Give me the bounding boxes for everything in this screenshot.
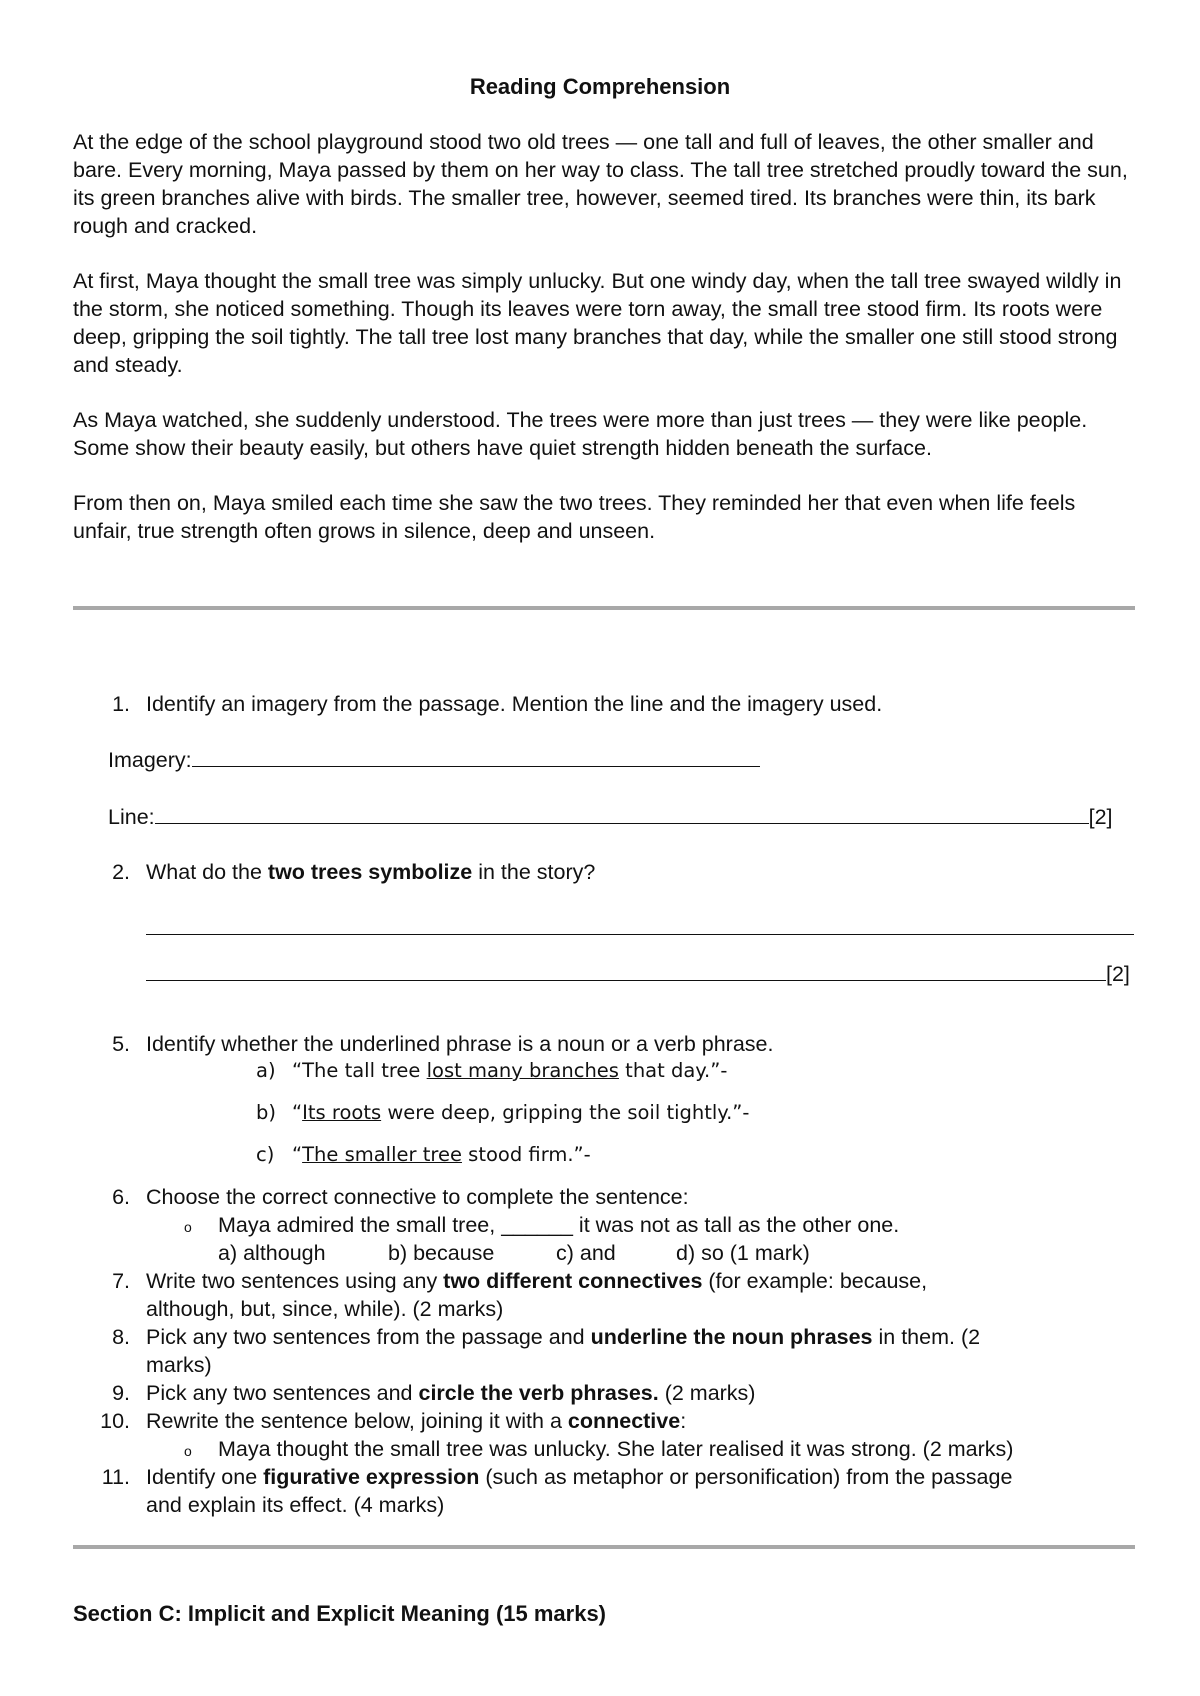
bullet-text: Maya thought the small tree was unlucky. She later realised it was strong. (2 marks)	[218, 1437, 1014, 1461]
sub-item-label: c)	[256, 1143, 275, 1166]
line-answer-row	[108, 803, 1113, 831]
option-a: a) although	[218, 1241, 326, 1265]
page-title: Reading Comprehension	[469, 74, 731, 99]
question-number: 7.	[112, 1269, 130, 1293]
bullet-icon: o	[184, 1219, 192, 1235]
question-number: 11.	[101, 1465, 130, 1489]
question-text-continued: although, but, since, while). (2 marks)	[146, 1297, 504, 1321]
question-text: Choose the correct connective to complete the sentence:	[146, 1185, 689, 1209]
passage-paragraph: At first, Maya thought the small tree was simply unlucky. But one windy day, when the tall tree swayed wildly in the storm, she noticed something. Though its leaves were torn away, the small tree stood firm. Its roots were deep, gripping the soil tightly. The tall tree lost many branches that day, while the smaller one still stood strong and steady.	[73, 269, 1122, 377]
marks-label: [2]	[1088, 805, 1113, 829]
question-text: Pick any two sentences and circle the verb phrases. (2 marks)	[146, 1381, 756, 1405]
sub-item-text: “Its roots were deep, gripping the soil tightly.”-	[292, 1101, 750, 1124]
marks-label: [2]	[1106, 962, 1130, 986]
passage-paragraph: At the edge of the school playground stood two old trees — one tall and full of leaves, the other smaller and bare. Every morning, Maya passed by them on her way to class. The tall tree stretched proudly toward the sun, its green branches alive with birds. The smaller tree, however, seemed tired. Its branches were thin, its bark rough and cracked.	[73, 130, 1128, 238]
answer-row	[146, 960, 1130, 988]
section-divider	[73, 1545, 1135, 1549]
question-text: Rewrite the sentence below, joining it with a connective:	[146, 1409, 687, 1433]
bullet-icon: o	[184, 1443, 192, 1459]
sub-item-text: “The smaller tree stood firm.”-	[292, 1143, 591, 1166]
section-divider	[73, 606, 1135, 610]
passage-paragraph: As Maya watched, she suddenly understood. The trees were more than just trees — they were like people. Some show their beauty easily, but others have quiet strength hidden beneath the surface.	[73, 408, 1088, 460]
question-text: Identify one figurative expression (such as metaphor or personification) from the passage	[146, 1465, 1013, 1489]
question-number: 6.	[112, 1185, 130, 1209]
question-text: Write two sentences using any two different connectives (for example: because,	[146, 1269, 928, 1293]
question-text: Identify whether the underlined phrase is a noun or a verb phrase.	[146, 1032, 774, 1056]
question-number: 1.	[112, 692, 130, 716]
question-text-continued: and explain its effect. (4 marks)	[146, 1493, 445, 1517]
bullet-text: Maya admired the small tree, ______ it was not as tall as the other one.	[218, 1213, 900, 1237]
imagery-answer-line[interactable]	[192, 746, 760, 767]
answer-line[interactable]	[146, 960, 1106, 981]
question-text-continued: marks)	[146, 1353, 212, 1377]
sub-item-label: b)	[256, 1101, 276, 1124]
imagery-label: Imagery:	[108, 748, 192, 772]
sub-item-label: a)	[256, 1059, 276, 1082]
sub-item-text: “The tall tree lost many branches that day.”-	[292, 1059, 728, 1082]
section-c-heading: Section C: Implicit and Explicit Meaning (15 marks)	[73, 1601, 607, 1626]
question-number: 5.	[112, 1032, 130, 1056]
answer-row	[146, 914, 1134, 942]
option-c: c) and	[556, 1241, 616, 1265]
question-text: Identify an imagery from the passage. Mention the line and the imagery used.	[146, 692, 883, 716]
question-text: Pick any two sentences from the passage and underline the noun phrases in them. (2	[146, 1325, 981, 1349]
option-b: b) because	[388, 1241, 495, 1265]
imagery-answer-row	[108, 746, 760, 774]
question-text: What do the two trees symbolize in the story?	[146, 860, 596, 884]
answer-line[interactable]	[146, 914, 1134, 935]
question-number: 8.	[112, 1325, 130, 1349]
option-d: d) so (1 mark)	[676, 1241, 810, 1265]
question-number: 9.	[112, 1381, 130, 1405]
line-label: Line:	[108, 805, 155, 829]
question-number: 2.	[112, 860, 130, 884]
reading-passage	[73, 128, 1133, 572]
question-number: 10.	[100, 1409, 130, 1433]
line-answer-line[interactable]	[155, 803, 1089, 824]
passage-paragraph: From then on, Maya smiled each time she saw the two trees. They reminded her that even when life feels unfair, true strength often grows in silence, deep and unseen.	[73, 491, 1076, 543]
